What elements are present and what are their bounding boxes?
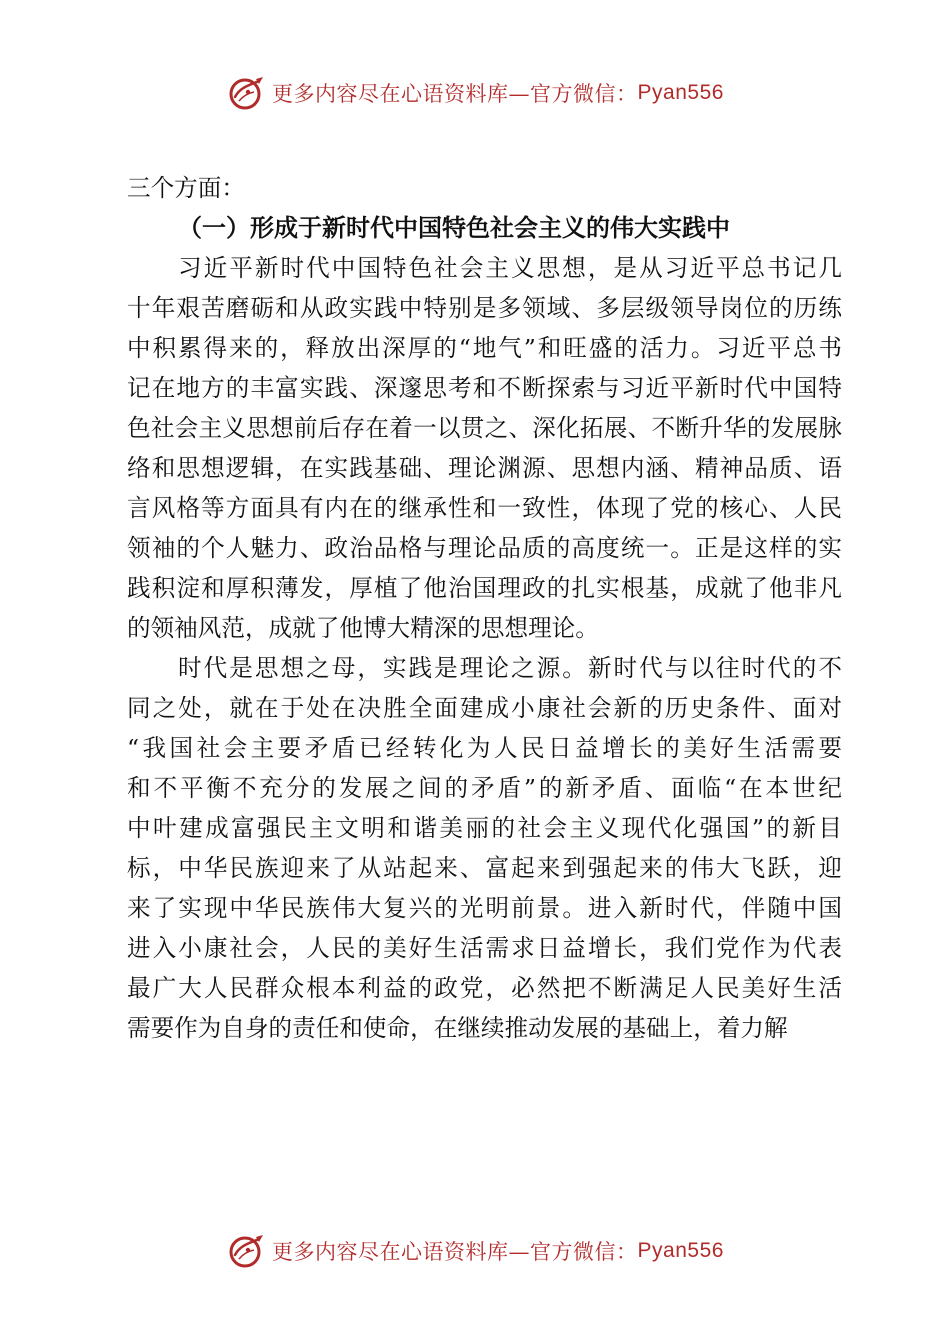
- paragraph-line: 践积淀和厚积薄发，厚植了他治国理政的扎实根基，成就了他非凡: [127, 574, 842, 602]
- footer-wechat-id: Pyan556: [637, 1239, 724, 1262]
- header-wechat-id: Pyan556: [637, 81, 724, 104]
- paragraph-line: 习近平新时代中国特色社会主义思想，是从习近平总书记几: [178, 254, 842, 282]
- paragraph-line: 时代是思想之母，实践是理论之源。新时代与以往时代的不: [178, 654, 842, 682]
- paragraph-line: 最广大人民群众根本利益的政党，必然把不断满足人民美好生活: [127, 974, 842, 1002]
- header-banner-text: 更多内容尽在心语资料库—官方微信：: [272, 82, 638, 106]
- paragraph-line: “我国社会主要矛盾已经转化为人民日益增长的美好生活需要: [127, 734, 842, 762]
- paragraph-1: [127, 248, 842, 648]
- paragraph-line: 领袖的个人魅力、政治品格与理论品质的高度统一。正是这样的实: [127, 534, 842, 562]
- paragraph-line: 言风格等方面具有内在的继承性和一致性，体现了党的核心、人民: [127, 494, 842, 522]
- paragraph-line: 来了实现中华民族伟大复兴的光明前景。进入新时代，伴随中国: [127, 894, 842, 922]
- paragraph-line: 同之处，就在于处在决胜全面建成小康社会新的历史条件、面对: [127, 694, 842, 722]
- header-banner: [0, 68, 950, 118]
- paragraph-line: 色社会主义思想前后存在着一以贯之、深化拓展、不断升华的发展脉: [127, 414, 842, 442]
- paragraph-line: 的领袖风范，成就了他博大精深的思想理论。: [127, 614, 599, 642]
- paragraph-2: [127, 648, 842, 1048]
- paragraph-line: 中积累得来的，释放出深厚的“地气”和旺盛的活力。习近平总书: [127, 334, 842, 362]
- section-heading: （一）形成于新时代中国特色社会主义的伟大实践中: [178, 214, 730, 242]
- footer-banner: [0, 1226, 950, 1276]
- intro-line: 三个方面：: [127, 174, 245, 202]
- pen-logo-icon: [226, 1231, 266, 1271]
- pen-logo-icon: [226, 73, 266, 113]
- footer-banner-text: 更多内容尽在心语资料库—官方微信：: [272, 1240, 638, 1264]
- paragraph-line: 进入小康社会，人民的美好生活需求日益增长，我们党作为代表: [127, 934, 842, 962]
- paragraph-line: 络和思想逻辑，在实践基础、理论渊源、思想内涵、精神品质、语: [127, 454, 842, 482]
- document-body: [127, 168, 842, 1048]
- paragraph-line: 十年艰苦磨砺和从政实践中特别是多领域、多层级领导岗位的历练: [127, 294, 842, 322]
- paragraph-line: 需要作为自身的责任和使命，在继续推动发展的基础上，着力解: [127, 1014, 788, 1042]
- paragraph-line: 标，中华民族迎来了从站起来、富起来到强起来的伟大飞跃，迎: [127, 854, 842, 882]
- paragraph-line: 中叶建成富强民主文明和谐美丽的社会主义现代化强国”的新目: [127, 814, 842, 842]
- paragraph-line: 和不平衡不充分的发展之间的矛盾”的新矛盾、面临“在本世纪: [127, 774, 842, 802]
- paragraph-line: 记在地方的丰富实践、深邃思考和不断探索与习近平新时代中国特: [127, 374, 842, 402]
